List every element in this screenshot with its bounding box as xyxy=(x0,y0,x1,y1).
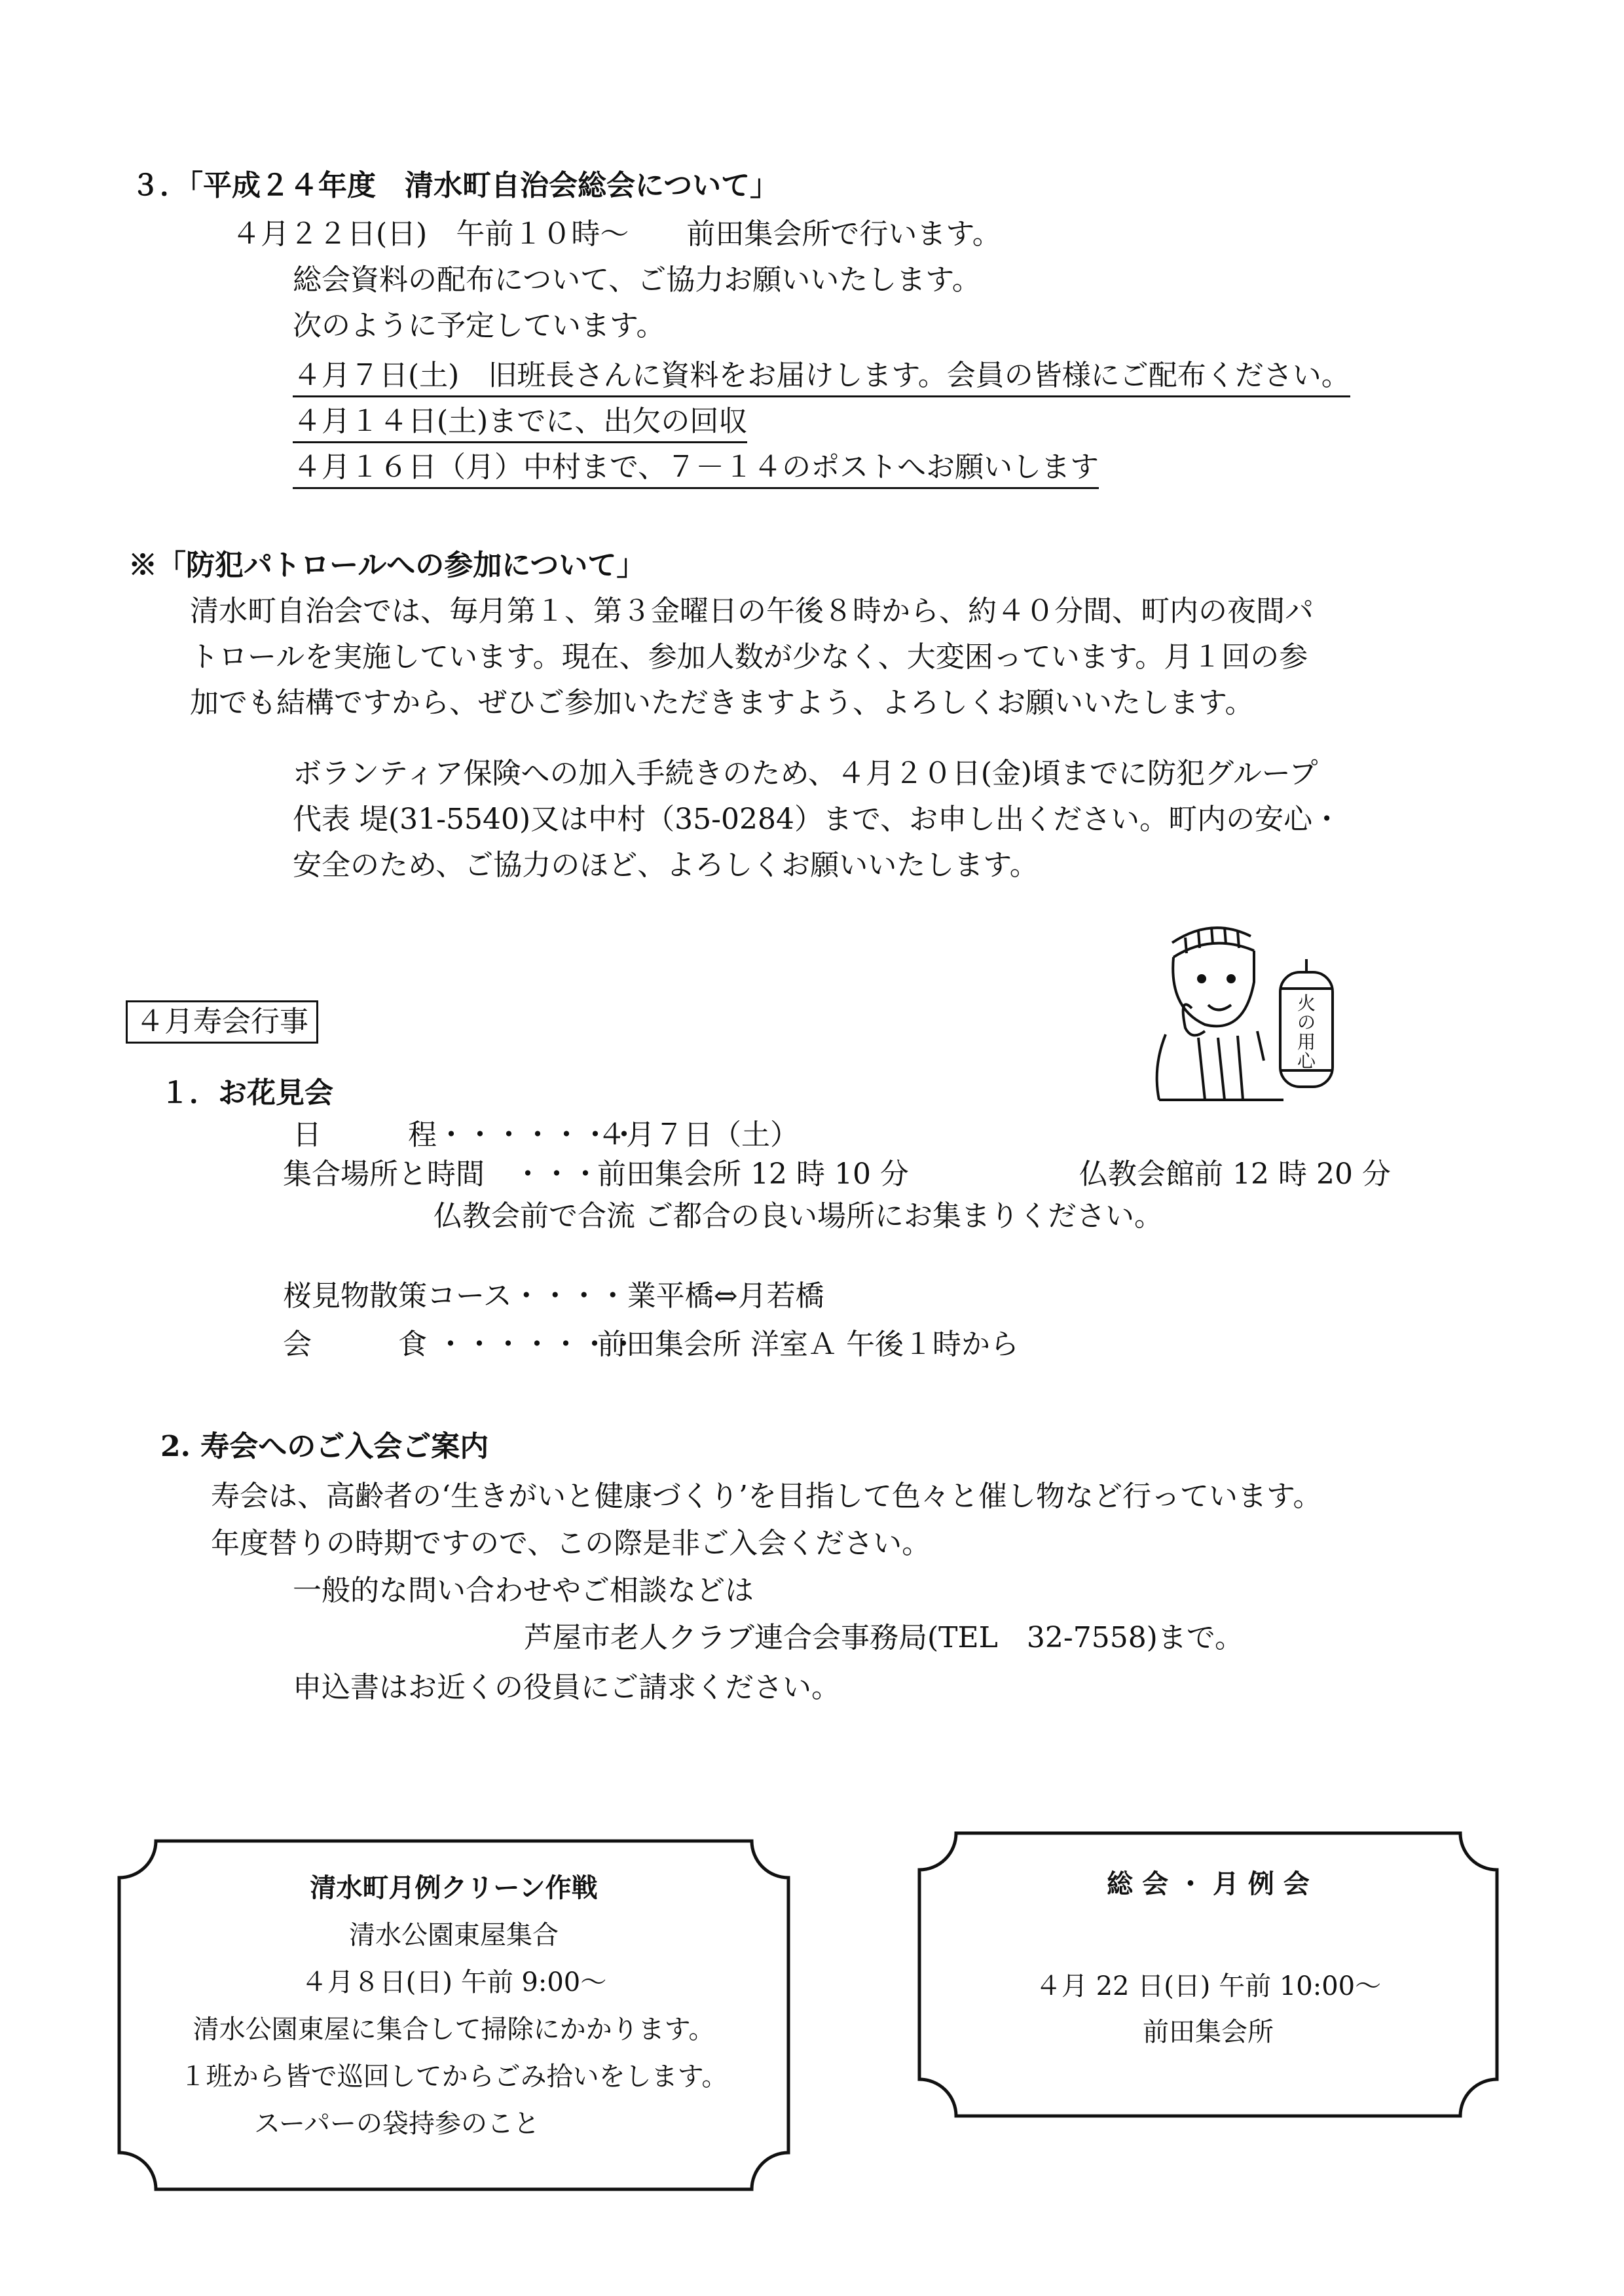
hanami-merge-note: 仏教会前で合流 ご都合の良い場所にお集まりください。 xyxy=(434,1199,1163,1233)
meeting-box xyxy=(917,1831,1500,2119)
clean-title: 清水町月例クリーン作戦 xyxy=(310,1872,598,1903)
kotobuki-title: ４月寿会行事 xyxy=(126,1000,318,1044)
patrol-heading: ※「防犯パトロールへの参加について」 xyxy=(128,549,646,582)
patrol-p2-line2: 代表 堤(31-5540)又は中村（35-0284）まで、お申し出ください。町内の安心・ xyxy=(293,803,1342,836)
section3-line2: 総会資料の配布について、ご協力お願いいたします。 xyxy=(293,263,981,297)
schedule-item-2: ４月１４日(土)までに、出欠の回収 xyxy=(293,407,747,443)
membership-line4: 芦屋市老人クラブ連合会事務局(TEL 32-7558)まで。 xyxy=(524,1621,1244,1654)
meeting-place: 前田集会所 xyxy=(1143,2017,1274,2047)
clean-line3: 清水公園東屋に集合して掃除にかかります。 xyxy=(193,2014,715,2045)
night-watch-illustration xyxy=(1133,897,1349,1106)
hanami-place-maeda: 前田集会所 12 時 10 分 xyxy=(597,1157,909,1191)
schedule-item-3: ４月１６日（月）中村まで、７－１４のポストへお願いします xyxy=(293,453,1099,489)
hanami-date-label: 日 程・・・・・・・ xyxy=(293,1118,638,1152)
membership-line2: 年度替りの時期ですので、この際是非ご入会ください。 xyxy=(211,1527,931,1560)
hanami-meal-label: 会 食 ・・・・・・・ xyxy=(283,1328,638,1361)
membership-line5: 申込書はお近くの役員にご請求ください。 xyxy=(293,1671,840,1704)
hanami-meal-value: 前田集会所 洋室Ａ 午後１時から xyxy=(597,1328,1019,1361)
hanami-date-value: ４月７日（土） xyxy=(597,1118,799,1152)
clean-campaign-box xyxy=(117,1838,791,2192)
hanami-heading: １．お花見会 xyxy=(160,1076,333,1110)
patrol-p1-line3: 加でも結構ですから、ぜひご参加いただきますよう、よろしくお願いいたします。 xyxy=(190,686,1254,720)
clean-line2: ４月８日(日) 午前 9:00～ xyxy=(301,1967,607,1997)
hanami-course: 桜見物散策コース・・・・業平橋⇔月若橋 xyxy=(283,1279,824,1313)
section3-date-line: ４月２２日(日) 午前１０時～ 前田集会所で行います。 xyxy=(232,217,1001,251)
clean-line5: スーパーの袋持参のこと xyxy=(254,2109,540,2139)
meeting-title: 総 会 ・ 月 例 会 xyxy=(1107,1868,1310,1899)
membership-heading: 2. 寿会へのご入会ご案内 xyxy=(160,1430,489,1463)
clean-line4: １班から皆で巡回してからごみ拾いをします。 xyxy=(179,2062,728,2092)
hanami-place-bukkyo: 仏教会館前 12 時 20 分 xyxy=(1079,1157,1391,1191)
patrol-p1-line2: トロールを実施しています。現在、参加人数が少なく、大変困っています。月１回の参 xyxy=(190,640,1308,674)
membership-line1: 寿会は、高齢者の‘生きがいと健康づくり’を目指して色々と催し物など行っています。 xyxy=(211,1480,1322,1513)
clean-line1: 清水公園東屋集合 xyxy=(349,1920,559,1950)
section3-line3: 次のように予定しています。 xyxy=(293,309,665,342)
schedule-item-1: ４月７日(土) 旧班長さんに資料をお届けします。会員の皆様にご配布ください。 xyxy=(293,361,1350,397)
patrol-p1-line1: 清水町自治会では、毎月第１、第３金曜日の午後８時から、約４０分間、町内の夜間パ xyxy=(190,594,1314,628)
patrol-p2-line3: 安全のため、ご協力のほど、よろしくお願いいたします。 xyxy=(293,848,1039,882)
section3-heading: ３．「平成２４年度 清水町自治会総会について」 xyxy=(131,169,779,202)
patrol-p2-line1: ボランティア保険への加入手続きのため、４月２０日(金)頃までに防犯グループ xyxy=(293,757,1318,790)
membership-line3: 一般的な問い合わせやご相談などは xyxy=(293,1574,754,1607)
hanami-place-label: 集合場所と時間 ・・・ xyxy=(283,1157,600,1191)
lantern-text: 火の用心 xyxy=(1297,993,1316,1072)
meeting-date: ４月 22 日(日) 午前 10:00～ xyxy=(1035,1971,1382,2001)
